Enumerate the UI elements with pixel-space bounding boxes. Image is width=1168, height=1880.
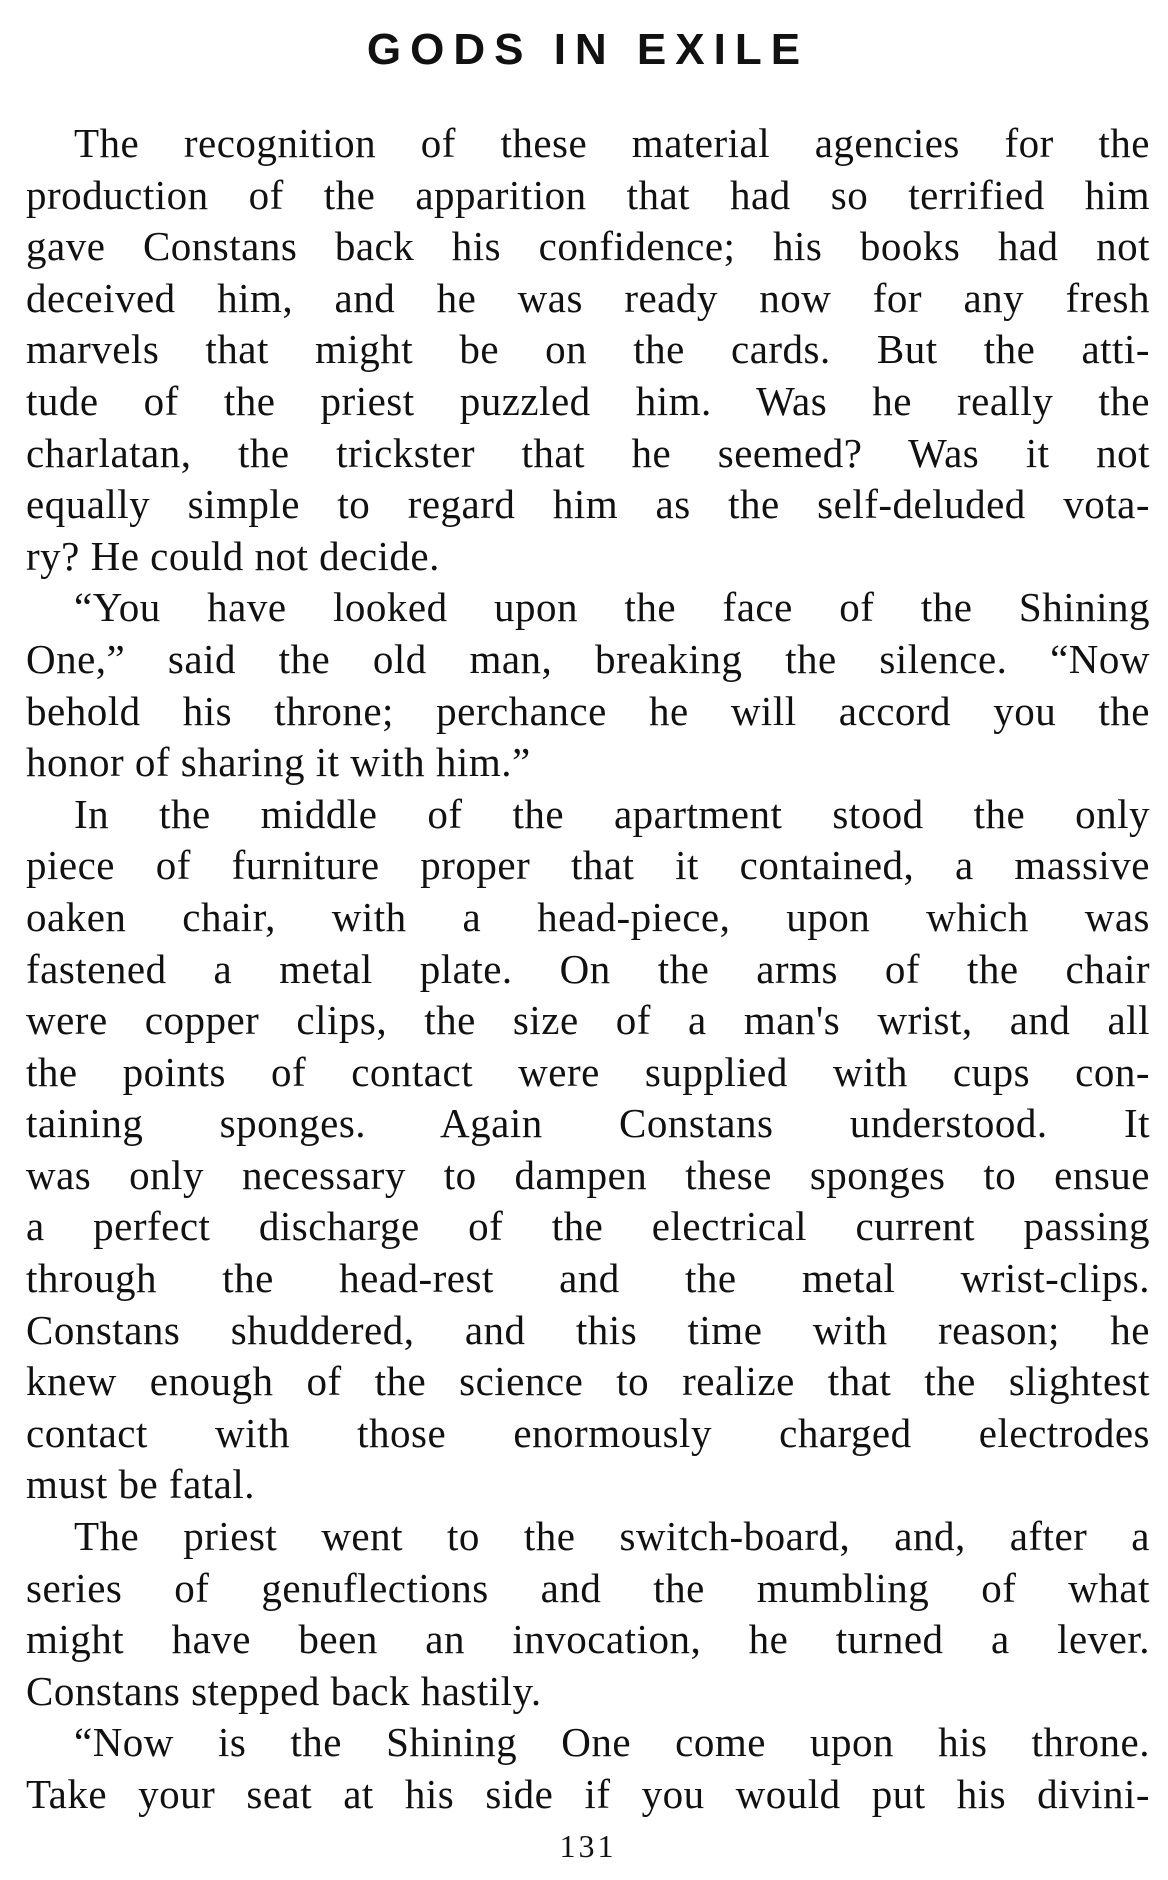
text-line: The priest went to the switch-board, and, after a (74, 1513, 1150, 1560)
text-line: Constans shuddered, and this time with reason; he (26, 1306, 1150, 1353)
text-line: contact with those enormously charged electrodes (26, 1409, 1150, 1456)
paragraph (26, 1717, 1150, 1820)
text-line: charlatan, the trickster that he seemed? Was it not (26, 429, 1150, 476)
text-line: “You have looked upon the face of the Shining (74, 584, 1150, 631)
text-line: equally simple to regard him as the self-deluded vota- (26, 481, 1150, 528)
running-title: GODS IN EXILE (366, 25, 810, 74)
text-line: might have been an invocation, he turned a lever. (26, 1616, 1150, 1663)
text-line: marvels that might be on the cards. But the atti- (26, 326, 1150, 373)
text-line: piece of furniture proper that it contained, a massive (26, 842, 1150, 889)
text-line: tude of the priest puzzled him. Was he really the (26, 377, 1150, 424)
paragraph (26, 789, 1150, 1511)
text-line: taining sponges. Again Constans understood. It (26, 1100, 1150, 1147)
text-line: fastened a metal plate. On the arms of the chair (26, 945, 1150, 992)
body-text (26, 118, 1150, 1821)
text-line: were copper clips, the size of a man's wrist, and all (26, 997, 1150, 1044)
text-line: must be fatal. (26, 1461, 256, 1508)
text-line: a perfect discharge of the electrical current passing (26, 1203, 1150, 1250)
text-line: One,” said the old man, breaking the silence. “Now (26, 635, 1150, 682)
page-number: 131 (559, 1828, 617, 1864)
text-line: Constans stepped back hastily. (26, 1667, 542, 1714)
text-line: In the middle of the apartment stood the only (74, 790, 1150, 837)
paragraph (26, 118, 1150, 582)
text-line: ry? He could not decide. (26, 532, 440, 579)
text-line: oaken chair, with a head-piece, upon which was (26, 893, 1150, 940)
text-line: knew enough of the science to realize that the slightest (26, 1358, 1150, 1405)
text-line: “Now is the Shining One come upon his throne. (74, 1719, 1150, 1766)
text-line: behold his throne; perchance he will accord you the (26, 687, 1150, 734)
text-line: the points of contact were supplied with cups con- (26, 1048, 1150, 1095)
text-line: through the head-rest and the metal wrist-clips. (26, 1255, 1150, 1302)
text-line: Take your seat at his side if you would put his divini- (26, 1771, 1150, 1817)
paragraph (26, 1511, 1150, 1717)
book-page (26, 0, 1150, 1880)
text-line: gave Constans back his confidence; his books had not (26, 223, 1150, 270)
paragraph (26, 582, 1150, 788)
text-line: production of the apparition that had so terrified him (26, 171, 1150, 218)
text-line: deceived him, and he was ready now for any fresh (26, 274, 1150, 321)
text-line: series of genuflections and the mumbling of what (26, 1564, 1150, 1611)
text-line: honor of sharing it with him.” (26, 739, 531, 786)
text-line: was only necessary to dampen these sponges to ensue (26, 1151, 1150, 1198)
text-line: The recognition of these material agencies for the (74, 120, 1150, 166)
